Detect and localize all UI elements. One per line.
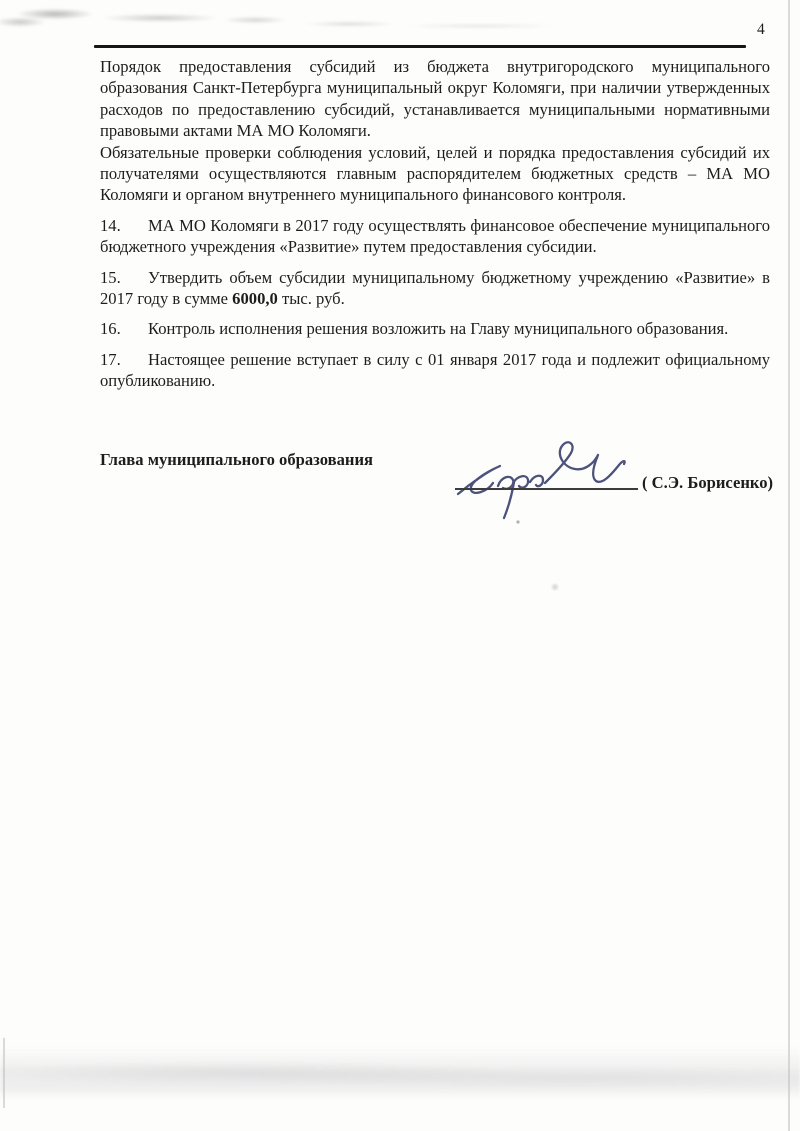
- item-number: 17.: [100, 349, 121, 369]
- item-number: 15.: [100, 267, 121, 287]
- signatory-title: Глава муниципального образования: [100, 450, 373, 469]
- signature-stroke: [545, 442, 625, 483]
- item-text: Утвердить объем субсидии муниципальному бюджетному учреждению «Развитие» в 2017 году в сумме: [100, 267, 770, 309]
- scan-artifact-bottom: [0, 1046, 800, 1100]
- signature-ink-dot: [516, 520, 519, 523]
- item-number: 16.: [100, 319, 121, 339]
- signature-ink-icon: [448, 430, 648, 526]
- scan-artifact-left-edge: [3, 1038, 5, 1108]
- scan-artifact-speck: [550, 583, 560, 591]
- header-rule: [94, 45, 746, 48]
- signatory-name: ( С.Э. Борисенко): [642, 473, 774, 492]
- paragraph-subsidy-order: Порядок предоставления субсидий из бюджета внутригородского муниципального образования Санкт-Петербурга муниципальный округ Коломяги, при наличии утвержденных расходов по предоставлению субсидий, устанавливается муниципальными нормативными правовыми актами МА МО Коломяги.: [100, 57, 770, 141]
- item-text: Настоящее решение вступает в силу с 01 января 2017 года и подлежит официальному опубликованию.: [100, 349, 770, 391]
- item-number: 14.: [100, 215, 121, 235]
- numbered-item-16: [100, 318, 770, 339]
- signature-line: [455, 488, 638, 490]
- signature-stroke: [498, 476, 543, 518]
- item-text-after: тыс. руб.: [277, 289, 345, 309]
- item-text: Контроль исполнения решения возложить на Главу муниципального образования.: [148, 319, 729, 339]
- scan-artifact-right-edge: [788, 0, 790, 1131]
- item-bold-text: 6000,0: [232, 289, 278, 309]
- numbered-item-17: [100, 349, 770, 392]
- scan-artifact-top: [0, 0, 640, 42]
- document-body: [100, 56, 770, 392]
- paragraph-mandatory-checks: Обязательные проверки соблюдения условий, целей и порядка предоставления субсидий их получателями осуществляются главным распорядителем бюджетных средств – МА МО Коломяги и органом внутреннего муниципального финансового контроля.: [100, 142, 770, 205]
- item-text: МА МО Коломяги в 2017 году осуществлять финансовое обеспечение муниципального бюджетного учреждения «Развитие» путем предоставления субсидии.: [100, 215, 770, 257]
- numbered-item-14: [100, 215, 770, 258]
- page-number: 4: [757, 21, 765, 38]
- numbered-item-15: [100, 267, 770, 310]
